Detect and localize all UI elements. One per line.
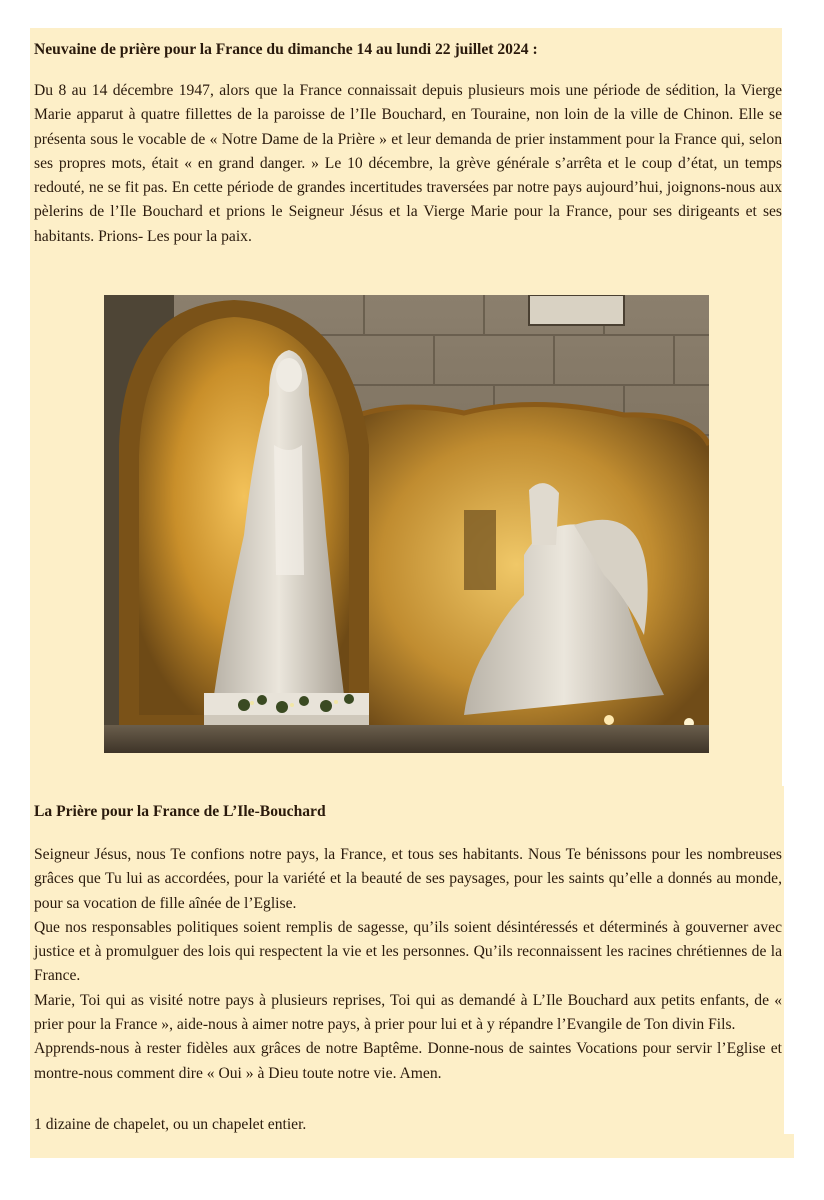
novena-intro-paragraph: Du 8 au 14 décembre 1947, alors que la France connaissait depuis plusieurs mois une période de sédition, la Vierge Marie apparut à quatre fillettes de la paroisse de l’Ile Bouchard, en Touraine, non loin de la ville de Chinon. Elle se présenta sous le vocable de « Notre Dame de la Prière » et leur demanda de prier instamment pour la France qui, selon ses propres mots, était « en grand danger. » Le 10 décembre, la grève générale s’arrêta et le coup d’état, un temps redouté, ne se fit pas. En cette période de grandes incertitudes traversées par notre pays aujourd’hui, joignons-nous aux pèlerins de l’Ile Bouchard et prions le Seigneur Jésus et la Vierge Marie pour la France, pour ses dirigeants et ses habitants. Prions- Les pour la paix. [34, 82, 782, 245]
prayer-body [34, 843, 782, 1086]
prayer-paragraph: Apprends-nous à rester fidèles aux grâces de notre Baptême. Donne-nous de saintes Vocations pour servir l’Eglise et montre-nous comment dire « Oui » à Dieu toute notre vie. Amen. [34, 1040, 782, 1082]
novena-title: Neuvaine de prière pour la France du dimanche 14 au lundi 22 juillet 2024 : [34, 41, 538, 58]
prayer-title: La Prière pour la France de L’Ile-Bouchard [34, 803, 326, 820]
prayer-paragraph: Marie, Toi qui as visité notre pays à plusieurs reprises, Toi qui as demandé à L’Ile Bouchard aux petits enfants, de « prier pour la France », aide-nous à aimer notre pays, à prier pour lui et à y répandre l’Evangile de Ton divin Fils. [34, 991, 782, 1034]
prayer-paragraph: Que nos responsables politiques soient remplis de sagesse, qu’ils soient désintéressés et déterminés à gouverner avec justice et à promulguer des lois qui respectent la vie et les personnes. Qu’ils reconnaissent les racines chrétiennes de la France. [34, 918, 782, 985]
bottom-background-tail [30, 1134, 794, 1158]
rosary-instruction: 1 dizaine de chapelet, ou un chapelet entier. [34, 1116, 307, 1133]
statue-photo [104, 295, 709, 753]
prayer-paragraph: Seigneur Jésus, nous Te confions notre pays, la France, et tous ses habitants. Nous Te bénissons pour les nombreuses grâces que Tu lui as accordées, pour la variété et la beauté de ses paysages, pour les saints qu’elle a donnés au monde, pour sa vocation de fille aînée de l’Eglise. [34, 846, 782, 912]
